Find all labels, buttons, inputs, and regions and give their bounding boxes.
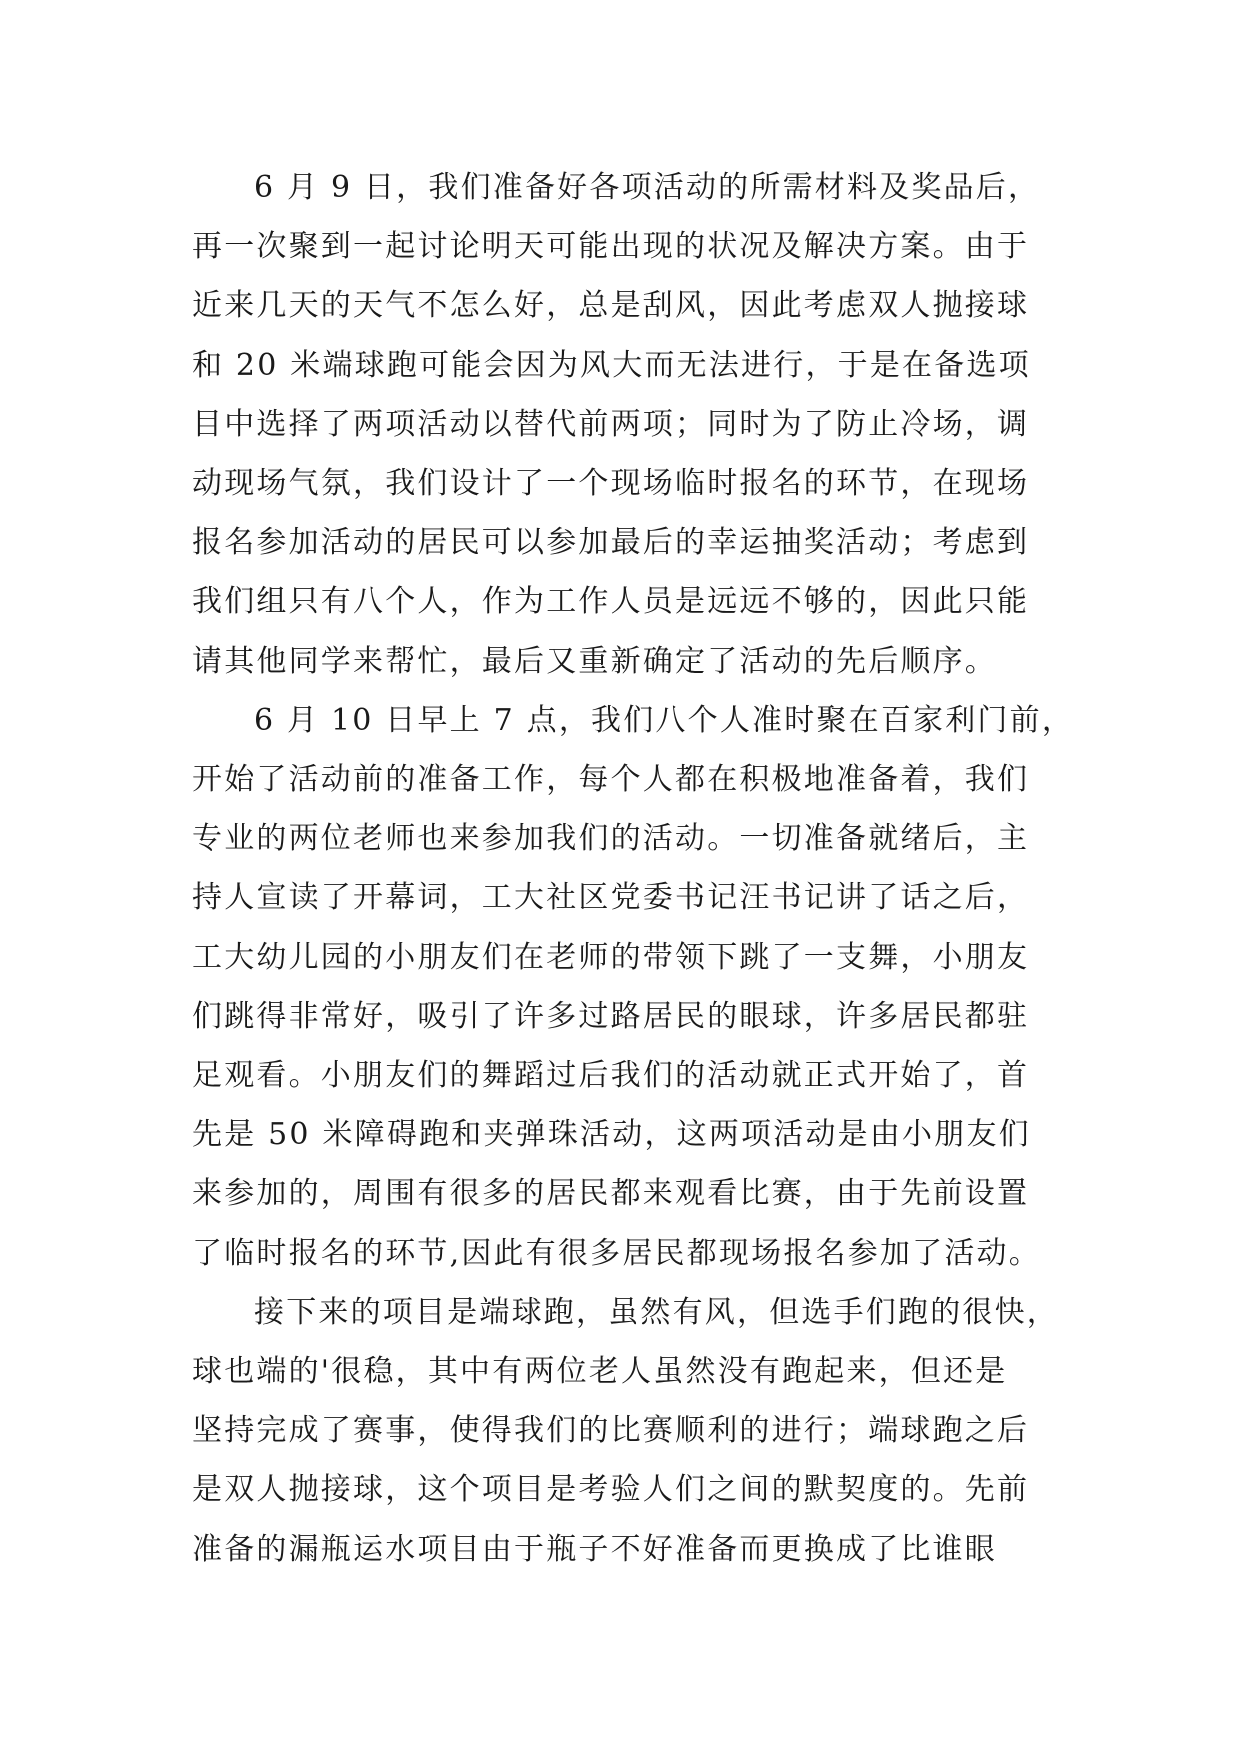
paragraph-line: 了临时报名的环节,因此有很多居民都现场报名参加了活动。 <box>192 1235 1041 1271</box>
paragraph-line: 目中选择了两项活动以替代前两项；同时为了防止冷场，调 <box>192 406 1030 442</box>
paragraph-line: 我们组只有八个人，作为工作人员是远远不够的，因此只能 <box>192 584 1030 620</box>
paragraph-line: 6 月 10 日早上 7 点，我们八个人准时聚在百家利门前， <box>254 702 1075 738</box>
paragraph-line: 和 20 米端球跑可能会因为风大而无法进行，于是在备选项 <box>192 347 1031 383</box>
paragraph-line: 持人宣读了开幕词，工大社区党委书记汪书记讲了话之后， <box>192 880 1030 916</box>
paragraph-line: 先是 50 米障碍跑和夹弹珠活动，这两项活动是由小朋友们 <box>192 1117 1031 1153</box>
paragraph-line: 接下来的项目是端球跑，虽然有风，但选手们跑的很快， <box>254 1294 1059 1330</box>
paragraph-line: 球也端的'很稳，其中有两位老人虽然没有跑起来，但还是 <box>192 1354 1008 1390</box>
paragraph-1 <box>192 158 1052 691</box>
paragraph-line: 工大幼儿园的小朋友们在老师的带领下跳了一支舞，小朋友 <box>192 939 1030 975</box>
paragraph-line: 请其他同学来帮忙，最后又重新确定了活动的先后顺序。 <box>192 643 997 679</box>
document-body <box>192 158 1075 1579</box>
paragraph-line: 专业的两位老师也来参加我们的活动。一切准备就绪后，主 <box>192 821 1030 857</box>
paragraph-line: 们跳得非常好，吸引了许多过路居民的眼球，许多居民都驻 <box>192 998 1030 1034</box>
paragraph-2 <box>192 691 1075 1283</box>
paragraph-line: 是双人抛接球，这个项目是考验人们之间的默契度的。先前 <box>192 1472 1030 1508</box>
paragraph-line: 报名参加活动的居民可以参加最后的幸运抽奖活动；考虑到 <box>192 525 1030 561</box>
paragraph-line: 近来几天的天气不怎么好，总是刮风，因此考虑双人抛接球 <box>192 288 1030 324</box>
paragraph-line: 动现场气氛，我们设计了一个现场临时报名的环节，在现场 <box>192 466 1030 502</box>
paragraph-line: 足观看。小朋友们的舞蹈过后我们的活动就正式开始了，首 <box>192 1058 1030 1094</box>
paragraph-line: 坚持完成了赛事，使得我们的比赛顺利的进行；端球跑之后 <box>192 1413 1030 1449</box>
paragraph-line: 来参加的，周围有很多的居民都来观看比赛，由于先前设置 <box>192 1176 1030 1212</box>
paragraph-line: 准备的漏瓶运水项目由于瓶子不好准备而更换成了比谁眼 <box>192 1531 997 1567</box>
paragraph-3 <box>192 1283 1059 1579</box>
paragraph-line: 6 月 9 日，我们准备好各项活动的所需材料及奖品后， <box>254 170 1041 205</box>
paragraph-line: 再一次聚到一起讨论明天可能出现的状况及解决方案。由于 <box>192 229 1030 265</box>
paragraph-line: 开始了活动前的准备工作，每个人都在积极地准备着，我们 <box>192 762 1030 798</box>
